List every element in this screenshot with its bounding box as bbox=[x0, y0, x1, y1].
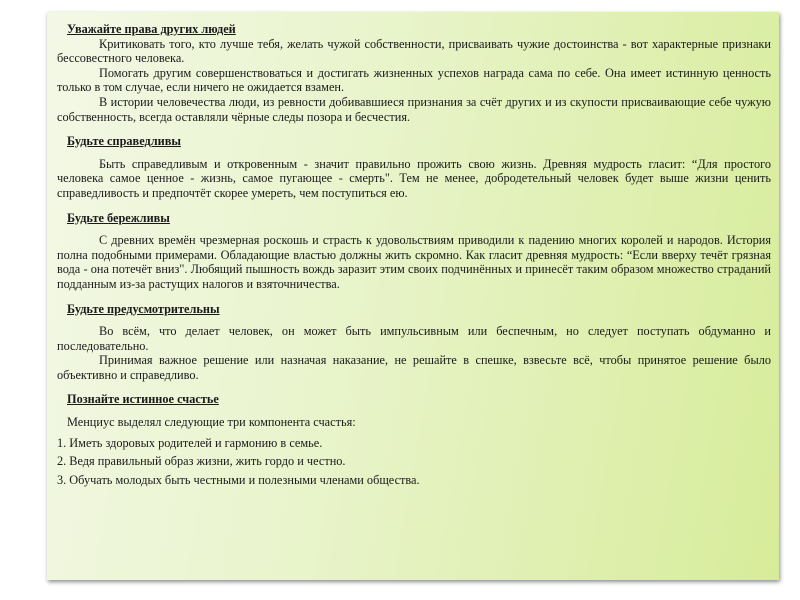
prudence-paragraph-2: Принимая важное решение или назначая наказание, не решайте в спешке, взвесьте всё, чтобы принятое решение было объективно и справедливо. bbox=[57, 353, 771, 382]
thrift-paragraph-1: С древних времён чрезмерная роскошь и страсть к удовольствиям приводили к падению многих королей и народов. История полна подобными примерами. Обладающие властью должны жить скромно. Как гласит древняя мудрость: “Если вверху течёт грязная вода - она потечёт вниз". Любящий пышность вождь заразит этим своих подчинённых и принесёт таким образом множество страданий подданным из-за растущих налогов и взяточничества. bbox=[57, 233, 771, 291]
respect-paragraph-3: В истории человечества люди, из ревности добивавшиеся признания за счёт других и из скупости присваивающие себе чужую собственность, всегда оставляли чёрные следы позора и бесчестия. bbox=[57, 94, 771, 124]
justice-paragraph-1: Быть справедливым и откровенным - значит правильно прожить свою жизнь. Древняя мудрость гласит: “Для простого человека самое ценное - жизнь, самое пугающее - смерть". Тем не менее, добродетельный человек будет выше жизни ценить справедливость и предпочтёт скорее умереть, чем поступиться ею. bbox=[57, 156, 771, 200]
section-heading-justice: Будьте справедливы bbox=[67, 134, 181, 149]
happiness-item-1: 1. Иметь здоровых родителей и гармонию в семье. bbox=[57, 435, 323, 450]
happiness-item-2: 2. Ведя правильный образ жизни, жить гордо и честно. bbox=[57, 454, 346, 469]
section-heading-prudence: Будьте предусмотрительны bbox=[67, 301, 220, 316]
section-heading-happiness: Познайте истинное счастье bbox=[67, 392, 219, 407]
respect-paragraph-1: Критиковать того, кто лучше тебя, желать чужой собственности, присваивать чужие достоинства - вот характерные признаки бессовестного человека. bbox=[57, 36, 771, 66]
section-heading-thrift: Будьте бережливы bbox=[67, 210, 170, 225]
slide bbox=[47, 12, 779, 580]
happiness-item-3: 3. Обучать молодых быть честными и полезными членами общества. bbox=[57, 472, 420, 487]
prudence-paragraph-1: Во всём, что делает человек, он может быть импульсивным или беспечным, но следует поступать обдуманно и последовательно. bbox=[57, 324, 771, 353]
happiness-intro: Менциус выделял следующие три компонента счастья: bbox=[67, 415, 356, 430]
respect-paragraph-2: Помогать другим совершенствоваться и достигать жизненных успехов награда сама по себе. Она имеет истинную ценность только в том случае, если ничего не ожидается взамен. bbox=[57, 65, 771, 95]
section-heading-respect: Уважайте права других людей bbox=[67, 22, 236, 36]
slide-content bbox=[57, 22, 771, 491]
